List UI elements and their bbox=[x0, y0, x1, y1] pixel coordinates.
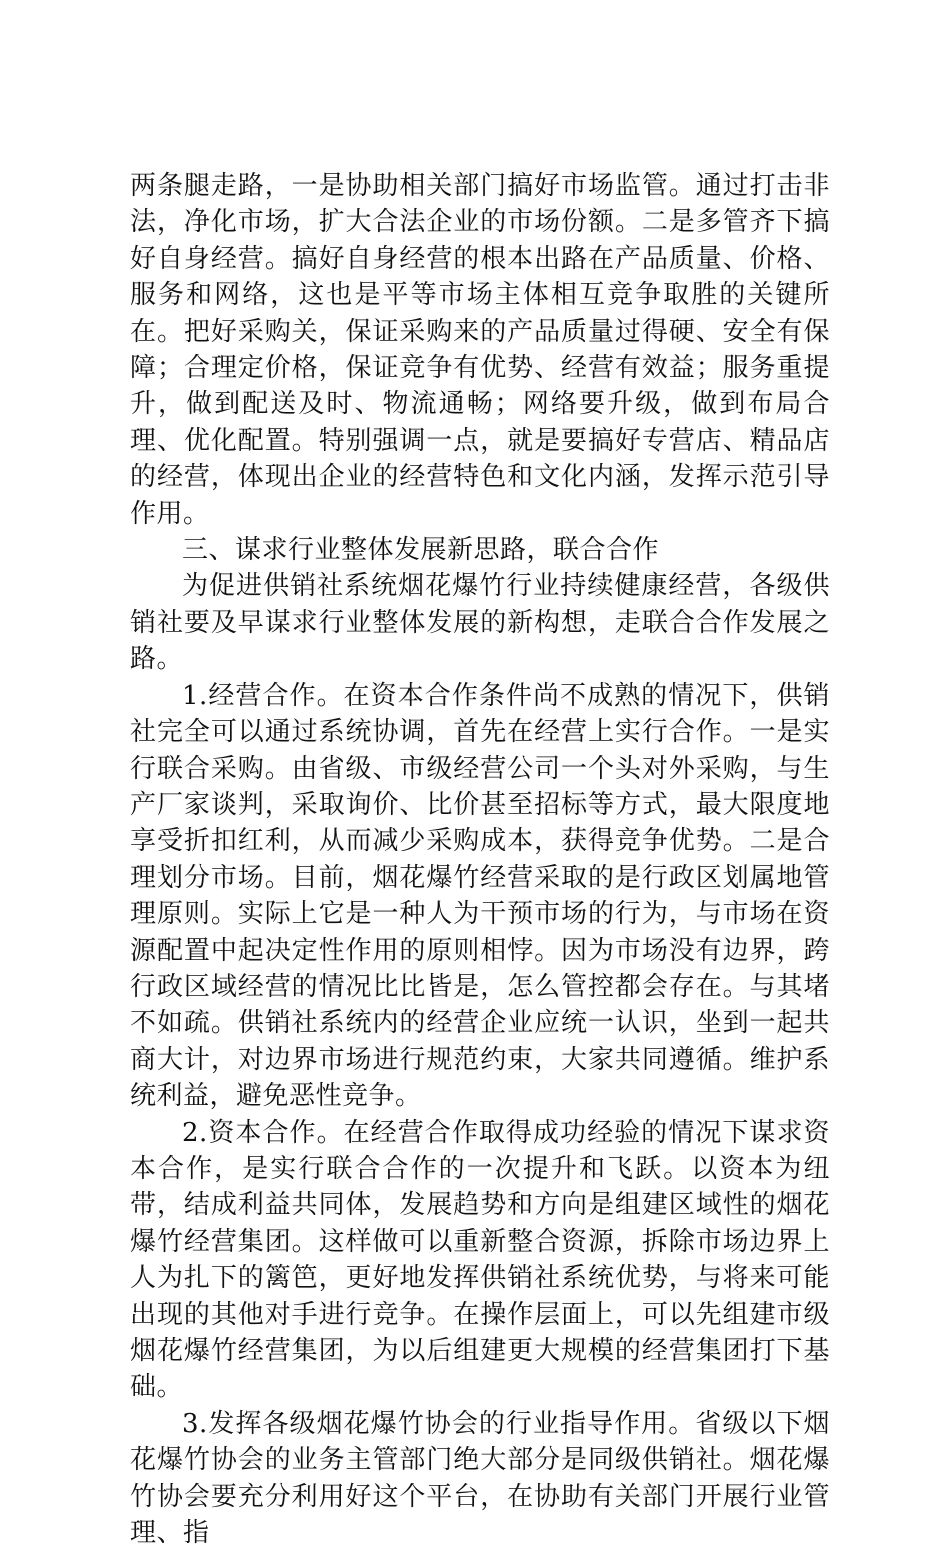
paragraph-capital-cooperation: 2.资本合作。在经营合作取得成功经验的情况下谋求资本合作，是实行联合合作的一次提升和飞跃。以资本为纽带，结成利益共同体，发展趋势和方向是组建区域性的烟花爆竹经营集团。这样做可以重新整合资源，拆除市场边界上人为扎下的篱笆，更好地发挥供销社系统优势，与将来可能出现的其他对手进行竞争。在操作层面上，可以先组建市级烟花爆竹经营集团，为以后组建更大规模的经营集团打下基础。 bbox=[130, 1117, 830, 1403]
section-heading-three: 三、谋求行业整体发展新思路，联合合作 bbox=[182, 535, 660, 566]
paragraph-cooperation-intro: 为促进供销社系统烟花爆竹行业持续健康经营，各级供销社要及早谋求行业整体发展的新构想，走联合合作发展之路。 bbox=[130, 571, 830, 675]
paragraph-association-role: 3.发挥各级烟花爆竹协会的行业指导作用。省级以下烟花爆竹协会的业务主管部门绝大部分是同级供销社。烟花爆竹协会要充分利用好这个平台，在协助有关部门开展行业管理、指 bbox=[130, 1408, 830, 1549]
paragraph-business-cooperation: 1.经营合作。在资本合作条件尚不成熟的情况下，供销社完全可以通过系统协调，首先在经营上实行合作。一是实行联合采购。由省级、市级经营公司一个头对外采购，与生产厂家谈判，采取询价、比价甚至招标等方式，最大限度地享受折扣红利，从而减少采购成本，获得竞争优势。二是合理划分市场。目前，烟花爆竹经营采取的是行政区划属地管理原则。实际上它是一种人为干预市场的行为，与市场在资源配置中起决定性作用的原则相悖。因为市场没有边界，跨行政区域经营的情况比比皆是，怎么管控都会存在。与其堵不如疏。供销社系统内的经营企业应统一认识，坐到一起共商大计，对边界市场进行规范约束，大家共同遵循。维护系统利益，避免恶性竞争。 bbox=[130, 680, 830, 1112]
paragraph-market-supervision: 两条腿走路，一是协助相关部门搞好市场监管。通过打击非法，净化市场，扩大合法企业的市场份额。二是多管齐下搞好自身经营。搞好自身经营的根本出路在产品质量、价格、服务和网络，这也是平等市场主体相互竞争取胜的关键所在。把好采购关，保证采购来的产品质量过得硬、安全有保障；合理定价格，保证竞争有优势、经营有效益；服务重提升，做到配送及时、物流通畅；网络要升级，做到布局合理、优化配置。特别强调一点，就是要搞好专营店、精品店的经营，体现出企业的经营特色和文化内涵，发挥示范引导作用。 bbox=[130, 171, 830, 529]
